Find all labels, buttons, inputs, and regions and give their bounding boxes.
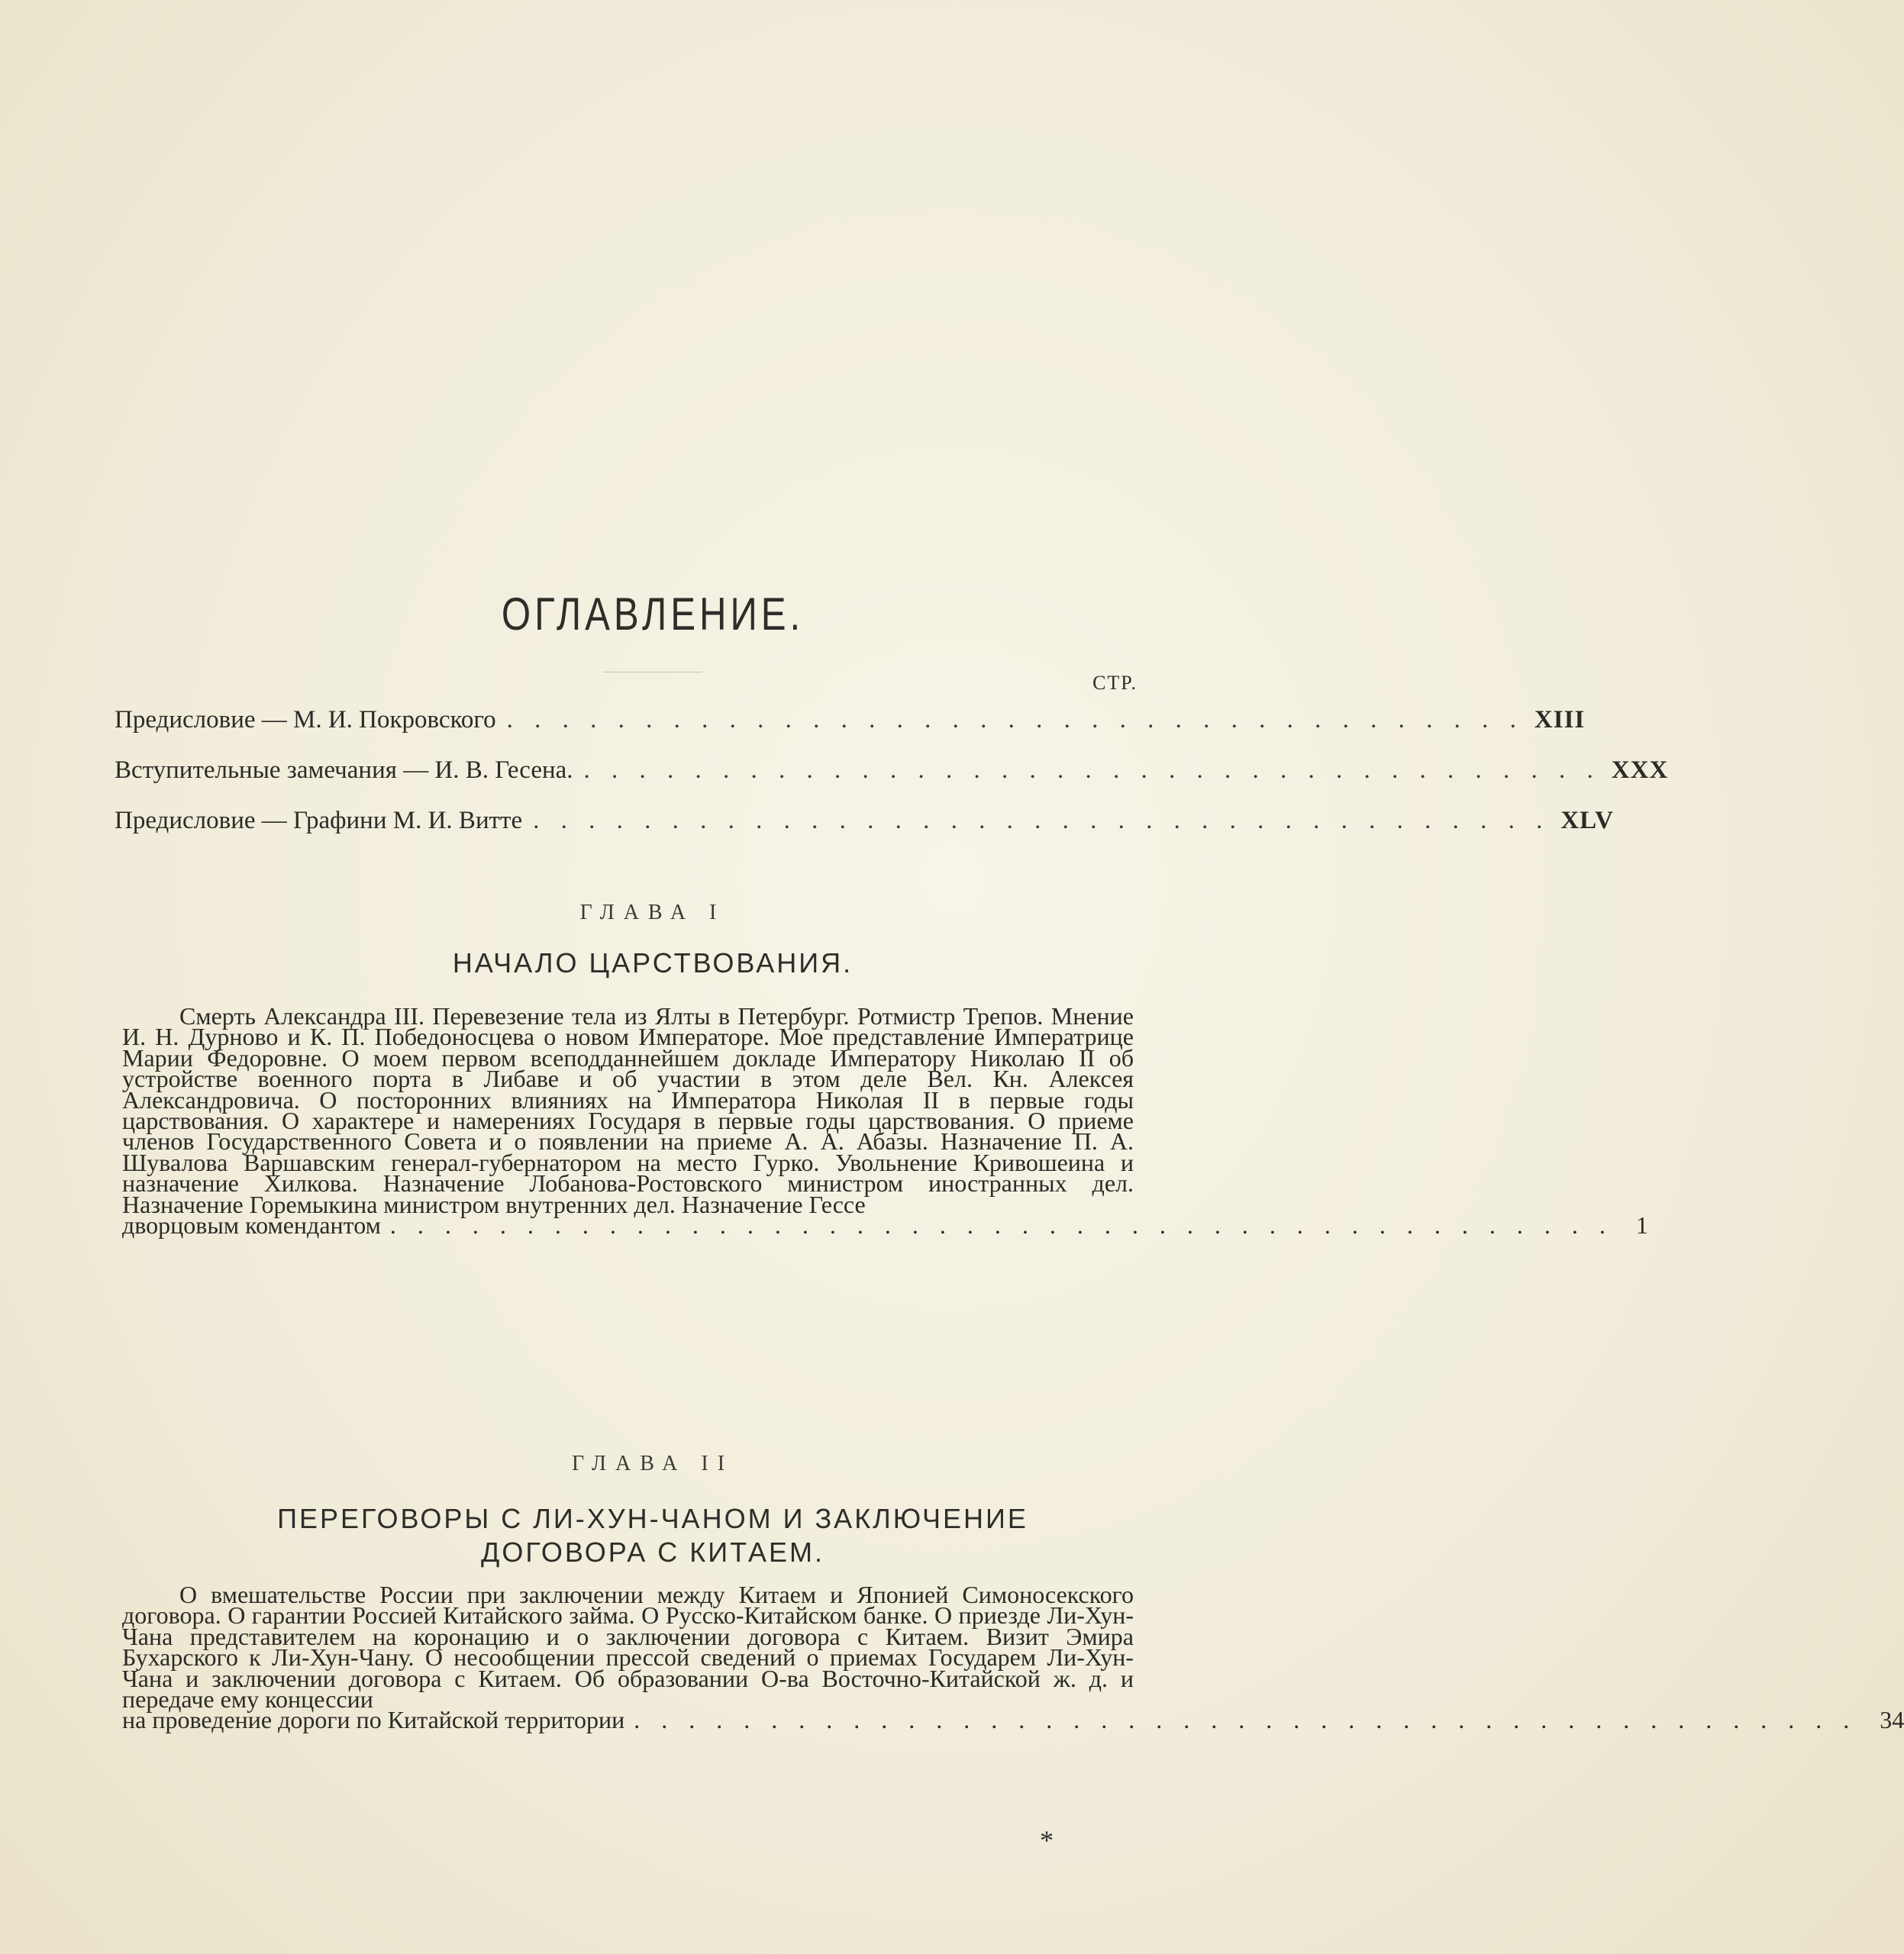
page-title: ОГЛАВЛЕНИЕ.: [501, 588, 805, 640]
chapter-title-line: НАЧАЛО ЦАРСТВОВАНИЯ.: [452, 947, 854, 979]
toc-entry[interactable]: [115, 807, 1614, 857]
chapter-summary-text: Смерть Александра III. Перевезение тела из Ялты в Петербург. Ротмистр Трепов. Мнение И. Н. Дурново и К. П. Победоносцева о новом Императоре. Мое представление Императрице Марии Федоровне. О моем первом всеподданнейшем докладе Императору Николаю II об устройстве военного порта в Либаве и об участии в этом деле Вел. Кн. Алексея Александровича. О посторонних влияниях на Императора Николая II в первые годы царствования. О характере и намерениях Государя в первые годы царствования. О приеме членов Государственного Совета и о появлении на приеме А. А. Абазы. Назначение П. А. Шувалова Варшавским генерал-губернатором на место Гурко. Увольнение Кривошеина и назначение Хилкова. Назначение Лобанова-Ростовского министром иностранных дел. Назначение Горемыкина министром внутренних дел. Назначение Гессе: [122, 1002, 1134, 1218]
chapter-page: 1: [1635, 1211, 1648, 1240]
chapter-title: [0, 946, 1305, 980]
page-column-header: СТР.: [1092, 672, 1138, 694]
chapter-summary[interactable]: [122, 1581, 1904, 1734]
toc-entry[interactable]: [115, 706, 1586, 756]
chapter-label: ГЛАВА I: [579, 901, 726, 924]
chapter-summary-last-text: на проведение дороги по Китайской территории: [122, 1706, 625, 1734]
chapter-page: 34: [1880, 1706, 1904, 1734]
chapter-summary-last-line: [122, 1211, 1648, 1240]
front-matter-list: [115, 706, 1669, 857]
chapter-summary-last-line: [122, 1706, 1904, 1734]
toc-entry-page: XXX: [1611, 756, 1669, 784]
chapter-summary-last-text: дворцовым комендантом: [122, 1211, 381, 1240]
dot-leader: . . . . . . . . . . . . . . . . . . . . . . . . . . . . . . . . . . . . .: [506, 706, 1524, 734]
toc-entry-page: XLV: [1560, 807, 1614, 834]
toc-entry[interactable]: [115, 756, 1669, 807]
dot-leader: . . . . . . . . . . . . . . . . . . . . . . . . . . . . . . . . . . . . . . . . . . . . .: [634, 1706, 1857, 1734]
signature-mark: *: [1040, 1825, 1054, 1856]
chapter-title-line: ПЕРЕГОВОРЫ С ЛИ-ХУН-ЧАНОМ И ЗАКЛЮЧЕНИЕ: [277, 1503, 1028, 1534]
dot-leader: . . . . . . . . . . . . . . . . . . . . . . . . . . . . . . . . . . . . .: [583, 756, 1601, 784]
toc-entry-label: Вступительные замечания — И. В. Гесена.: [115, 756, 573, 784]
chapter-label: ГЛАВА II: [571, 1452, 734, 1475]
chapter-summary[interactable]: [122, 1002, 1648, 1240]
toc-entry-label: Предисловие — Графини М. И. Витте: [115, 807, 523, 834]
toc-entry-page: XIII: [1534, 706, 1586, 734]
chapter-title-line: ДОГОВОРА С КИТАЕМ.: [481, 1536, 825, 1568]
chapter-title: [0, 1502, 1305, 1569]
chapter-summary-text: О вмешательстве России при заключении между Китаем и Японией Симоносекского договора. О гарантии Россией Китайского займа. О Русско-Китайском банке. О приезде Ли-Хун-Чана представителем на коронацию и о заключении договора с Китаем. Визит Эмира Бухарского к Ли-Хун-Чану. О несообщении прессой сведений о приемах Государем Ли-Хун-Чана и заключении договора с Китаем. Об образовании О-ва Восточно-Китайской ж. д. и передаче ему концессии: [122, 1581, 1134, 1714]
dot-leader: . . . . . . . . . . . . . . . . . . . . . . . . . . . . . . . . . . . . .: [533, 807, 1551, 834]
toc-entry-label: Предисловие — М. И. Покровского: [115, 706, 496, 734]
dot-leader: . . . . . . . . . . . . . . . . . . . . . . . . . . . . . . . . . . . . . . . . . . . . .: [389, 1211, 1613, 1240]
